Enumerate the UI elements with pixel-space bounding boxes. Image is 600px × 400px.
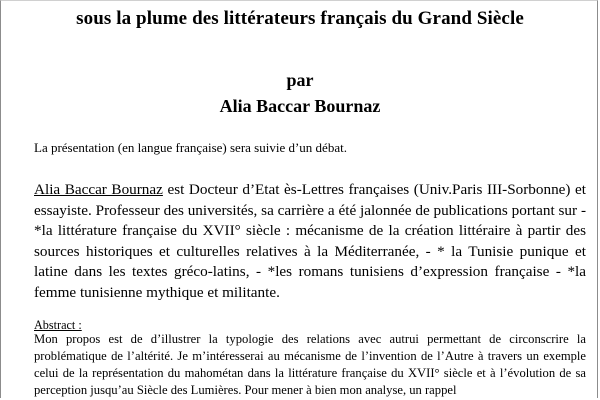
bio-author-name: Alia Baccar Bournaz — [34, 181, 163, 198]
author-name: Alia Baccar Bournaz — [219, 96, 381, 116]
document-title: sous la plume des littérateurs français du Grand Siècle — [76, 8, 524, 29]
abstract-text: Mon propos est de d’illustrer la typologie des relations avec autrui permettant de circonscrire la problématique de l’altérité. Je m’intéresserai au mécanisme de l’invention de l’Autre à travers un exemple celui de la représentation du mahométan dans la littérature française du XVII° siècle et à l’évolution de sa perception jusqu’au Siècle des Lumières. Pour mener à bien mon analyse, un rappel — [34, 332, 586, 397]
presentation-note: La présentation (en langue française) sera suivie d’un débat. — [34, 140, 347, 155]
bio-text: est Docteur d’Etat ès-Lettres françaises (Univ.Paris III-Sorbonne) et essayiste. Professeur des universités, sa carrière a été jalonnée de publications portant sur - *la littérature française du XVII° siècle : mécanisme de la création littéraire à partir des sources historiques et culturelles relatives à la Méditerranée, - * la Tunisie punique et latine dans les textes gréco-latins, - *les romans tunisiens d’expression française - *la femme tunisienne mythique et militante. — [34, 181, 587, 301]
by-line: par — [286, 70, 314, 90]
author-bio — [34, 180, 586, 303]
abstract-heading: Abstract : — [34, 318, 82, 332]
